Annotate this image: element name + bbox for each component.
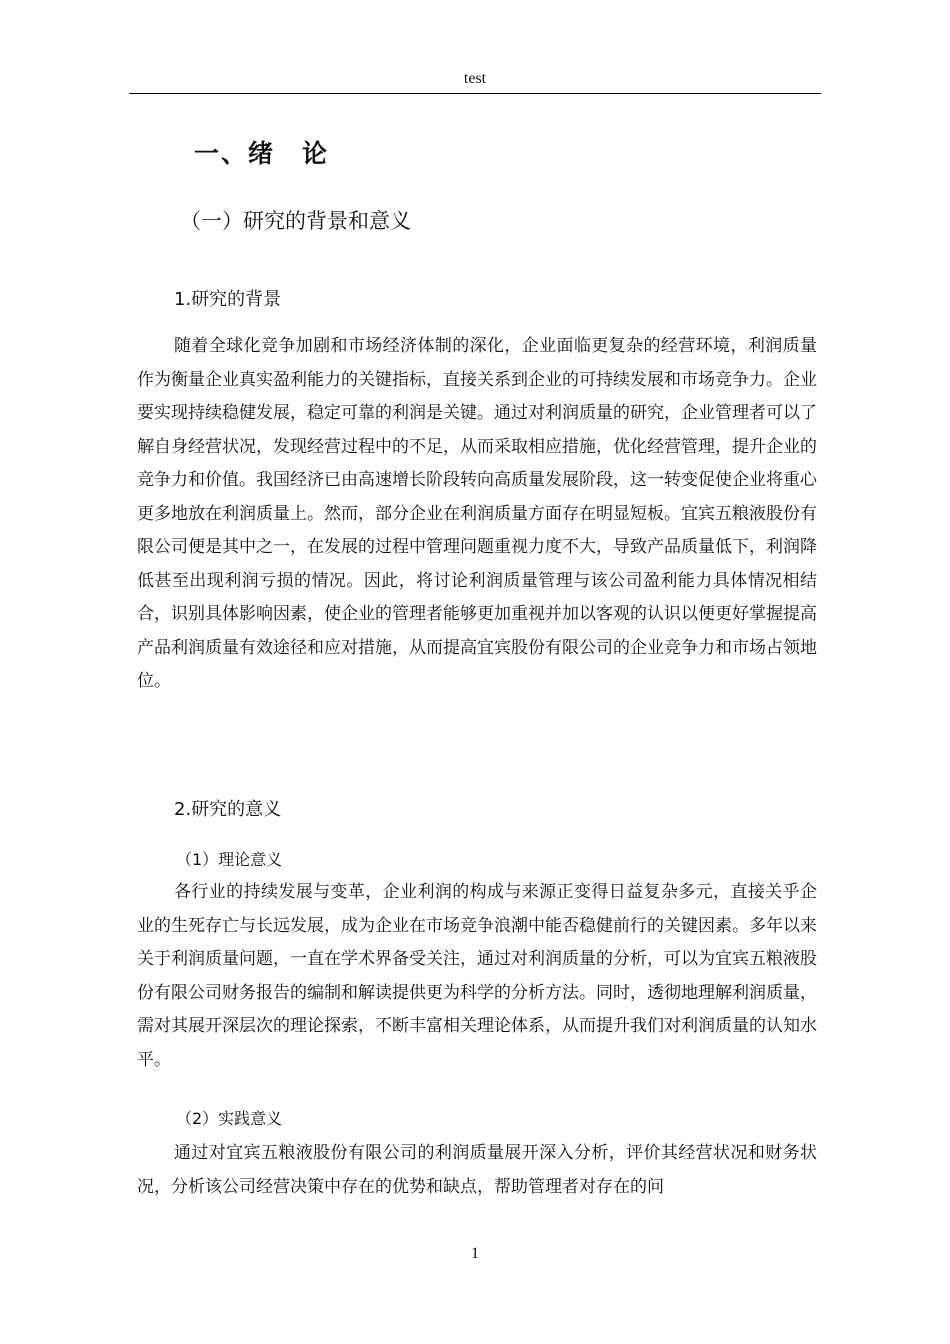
section-title: （一）研究的背景和意义	[180, 209, 411, 233]
background-heading: 1.研究的背景	[174, 289, 282, 310]
theory-paragraph: 各行业的持续发展与变革，企业利润的构成与来源正变得日益复杂多元，直接关乎企业的生死存亡与长远发展，成为企业在市场竞争浪潮中能否稳健前行的关键因素。多年以来关于利润质量问题，一直在学术界备受关注，通过对利润质量的分析，可以为宜宾五粮液股份有限公司财务报告的编制和解读提供更为科学的分析方法。同时，透彻地理解利润质量，需对其展开深层次的理论探索，不断丰富相关理论体系，从而提升我们对利润质量的认知水平。	[137, 882, 817, 1070]
page-header-title: test	[463, 70, 487, 87]
theory-heading: （1）理论意义	[176, 850, 283, 869]
background-paragraph: 随着全球化竞争加剧和市场经济体制的深化，企业面临更复杂的经营环境，利润质量作为衡量企业真实盈利能力的关键指标，直接关系到企业的可持续发展和市场竞争力。企业要实现持续稳健发展，稳定可靠的利润是关键。通过对利润质量的研究，企业管理者可以了解自身经营状况，发现经营过程中的不足，从而采取相应措施，优化经营管理，提升企业的竞争力和价值。我国经济已由高速增长阶段转向高质量发展阶段，这一转变促使企业将重心更多地放在利润质量上。然而，部分企业在利润质量方面存在明显短板。宜宾五粮液股份有限公司便是其中之一，在发展的过程中管理问题重视力度不大，导致产品质量低下，利润降低甚至出现利润亏损的情况。因此，将讨论利润质量管理与该公司盈利能力具体情况相结合，识别具体影响因素，使企业的管理者能够更加重视并加以客观的认识以便更好掌握提高产品利润质量有效途径和应对措施，从而提高宜宾股份有限公司的企业竞争力和市场占领地位。	[137, 336, 817, 691]
chapter-title: 一、绪 论	[194, 139, 330, 168]
practice-heading: （2）实践意义	[176, 1109, 283, 1128]
practice-paragraph: 通过对宜宾五粮液股份有限公司的利润质量展开深入分析，评价其经营状况和财务状况，分析该公司经营决策中存在的优势和缺点，帮助管理者对存在的问	[137, 1143, 817, 1197]
significance-heading: 2.研究的意义	[174, 799, 282, 820]
header-divider	[129, 93, 821, 94]
page-number: 1	[471, 1245, 479, 1262]
